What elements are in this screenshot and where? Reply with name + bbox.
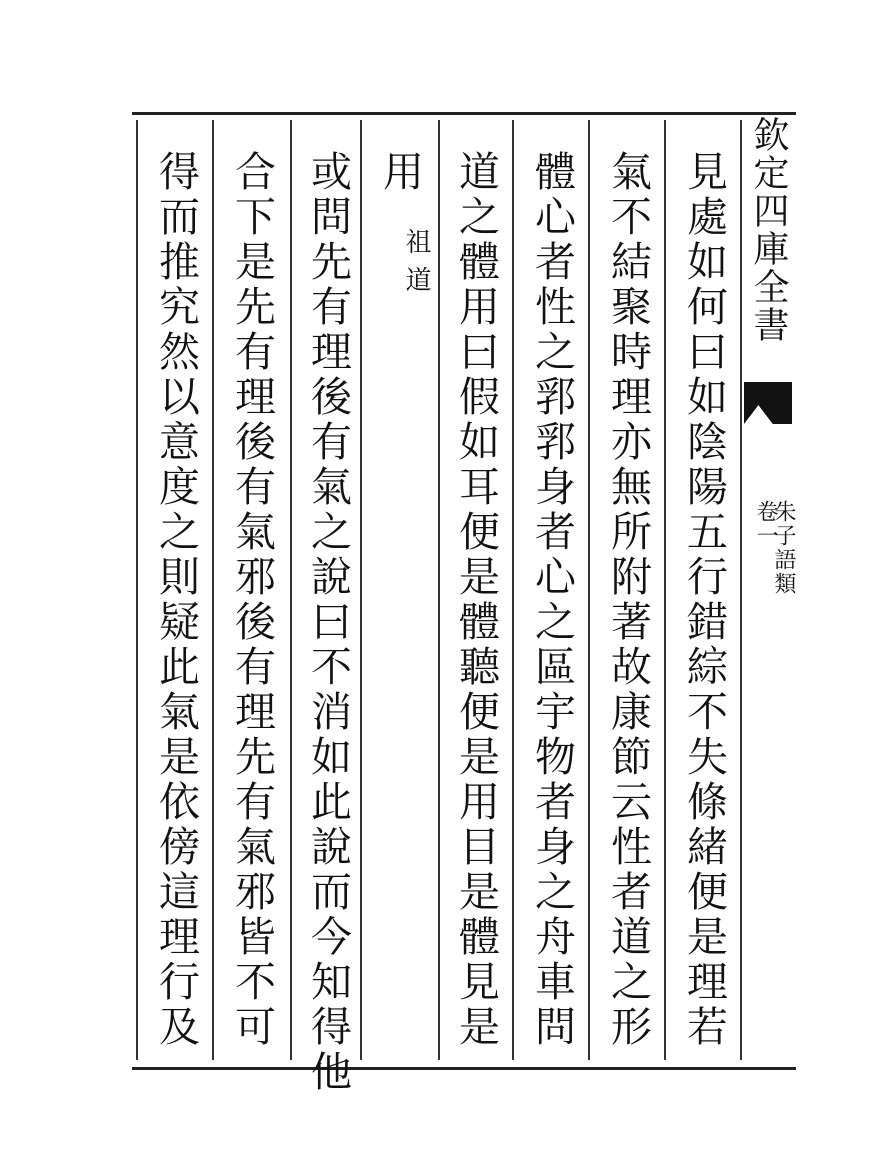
text-column-5: 用	[376, 150, 424, 195]
column-divider	[136, 120, 138, 1060]
book-title: 朱子語類	[771, 500, 796, 596]
column-divider	[212, 120, 214, 1060]
column-divider	[664, 120, 666, 1060]
column-divider	[588, 120, 590, 1060]
column-divider	[740, 120, 742, 1060]
fish-tail-mark	[744, 382, 792, 424]
text-column-1: 見處如何曰如陰陽五行錯綜不失條緒便是理若	[680, 150, 728, 1050]
text-column-4: 道之體用曰假如耳便是體聽便是用目是體見是	[452, 150, 500, 1050]
column-divider	[360, 120, 362, 1060]
book-series-title: 欽定四庫全書	[748, 116, 789, 344]
column-divider	[438, 120, 440, 1060]
text-column-8: 得而推究然以意度之則疑此氣是依傍這理行及	[152, 150, 200, 1050]
text-column-6: 或問先有理後有氣之說曰不消如此說而今知得他	[304, 150, 352, 1095]
column-divider	[290, 120, 292, 1060]
volume-label: 卷一	[753, 500, 778, 548]
margin-column	[744, 112, 796, 1064]
text-column-3: 體心者性之郛郛身者心之區宇物者身之舟車問	[528, 150, 576, 1050]
text-column-2: 氣不結聚時理亦無所附著故康節云性者道之形	[604, 150, 652, 1050]
attribution-note: 祖道	[401, 228, 431, 304]
text-column-7: 合下是先有理後有氣邪後有理先有氣邪皆不可	[228, 150, 276, 1050]
column-divider	[512, 120, 514, 1060]
